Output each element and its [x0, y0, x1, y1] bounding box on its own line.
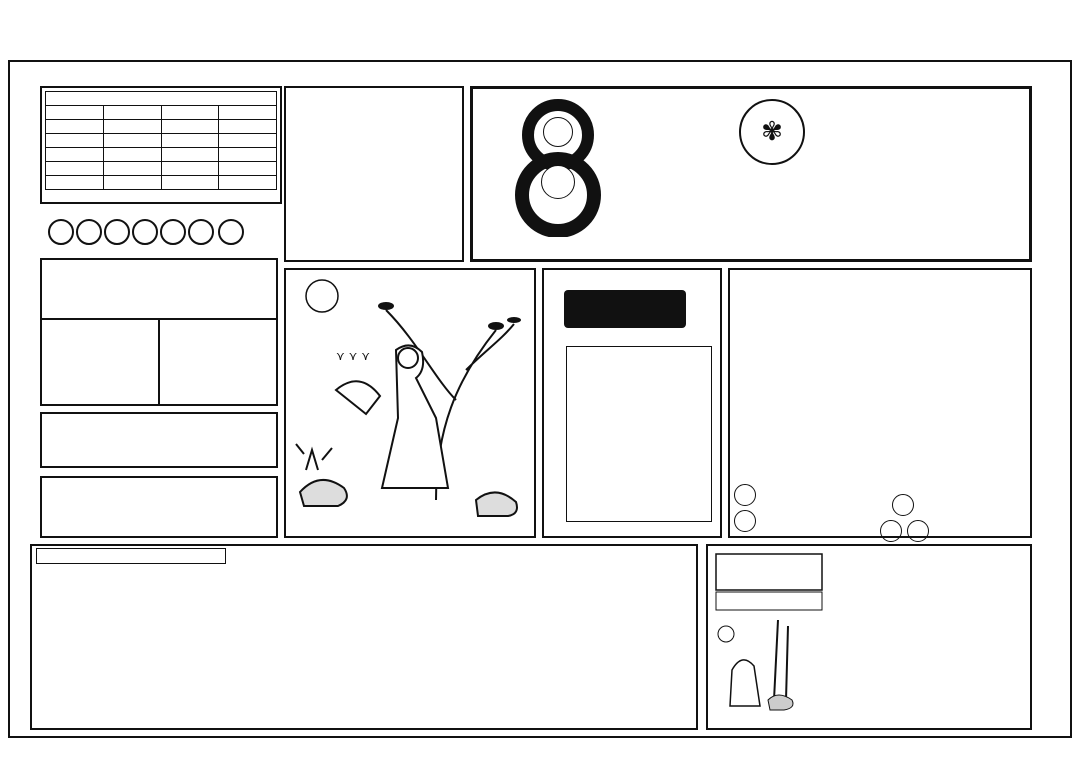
leaf [488, 322, 504, 330]
stats-header [46, 106, 104, 120]
flower-bush [296, 444, 332, 470]
stats-title [46, 92, 277, 106]
stats-cell [219, 176, 277, 190]
butterfly-icon: ✾ [761, 117, 783, 147]
tip-ball [734, 510, 756, 532]
stats-cell [161, 148, 219, 162]
stats-cell [46, 176, 104, 190]
stats-cell [161, 120, 219, 134]
big-number-label [42, 320, 160, 406]
tip-ball [880, 520, 902, 542]
left-side-strip [14, 84, 30, 734]
masthead [330, 8, 750, 54]
ball [188, 219, 214, 245]
brand-strip [30, 66, 1040, 80]
tips-box [284, 86, 464, 262]
leaf [507, 317, 521, 323]
stats-cell [103, 162, 161, 176]
banner-seal [739, 99, 805, 165]
stats-table-box [40, 86, 282, 204]
numbers-box [40, 412, 278, 468]
stats-cell [219, 120, 277, 134]
stats-cell [103, 134, 161, 148]
stats-cell [46, 148, 104, 162]
treasure-box [542, 268, 722, 538]
leaf [378, 302, 394, 310]
latest-balls [48, 218, 288, 246]
caption-bar [716, 592, 822, 610]
analysis-columns [730, 306, 1030, 496]
special-box [40, 258, 278, 406]
stats-cell [161, 134, 219, 148]
banner-ball-a [543, 117, 573, 147]
stone-icon [768, 695, 793, 710]
stats-header [219, 106, 277, 120]
stats-cell [219, 162, 277, 176]
analysis-balls-left [734, 484, 756, 532]
analysis-balls-right [880, 494, 940, 546]
puzzle-picture [712, 550, 826, 726]
banner-box [470, 86, 1032, 262]
treasure-picture [286, 270, 534, 536]
stats-header [161, 106, 219, 120]
book-icon [716, 554, 822, 590]
tip-ball [907, 520, 929, 542]
special-title [42, 260, 276, 320]
slogan-box [40, 476, 278, 538]
stats-cell [161, 162, 219, 176]
stats-cell [219, 148, 277, 162]
tip-ball [892, 494, 914, 516]
ball [48, 219, 74, 245]
puzzle-box [706, 544, 1032, 730]
odd-number-label [160, 320, 276, 406]
stats-cell [161, 176, 219, 190]
stats-cell [46, 162, 104, 176]
lady-head [398, 348, 418, 368]
ball [160, 219, 186, 245]
bamboo [774, 620, 788, 700]
banner-ball-b [541, 165, 575, 199]
poem-box [566, 346, 712, 522]
bird-icon: ⋎ ⋎ ⋎ [336, 349, 370, 363]
stats-cell [46, 120, 104, 134]
ball [76, 219, 102, 245]
special-ball [218, 219, 244, 245]
ball [132, 219, 158, 245]
treasure-title [564, 290, 686, 328]
stats-header [103, 106, 161, 120]
draw-title [36, 548, 226, 564]
stats-cell [103, 176, 161, 190]
sun-icon [306, 280, 338, 312]
small-sun-icon [718, 626, 734, 642]
stats-cell [219, 134, 277, 148]
illustration-box [284, 268, 536, 538]
fan-icon [336, 381, 380, 414]
scholar-figure [730, 660, 760, 706]
ball [104, 219, 130, 245]
lady-figure [382, 345, 448, 488]
stats-cell [103, 120, 161, 134]
stats-cell [103, 148, 161, 162]
right-side-strip [1048, 84, 1064, 734]
draw-results-box [30, 544, 698, 730]
tip-ball [734, 484, 756, 506]
stats-cell [46, 134, 104, 148]
analysis-box [728, 268, 1032, 538]
stats-table [45, 91, 277, 190]
